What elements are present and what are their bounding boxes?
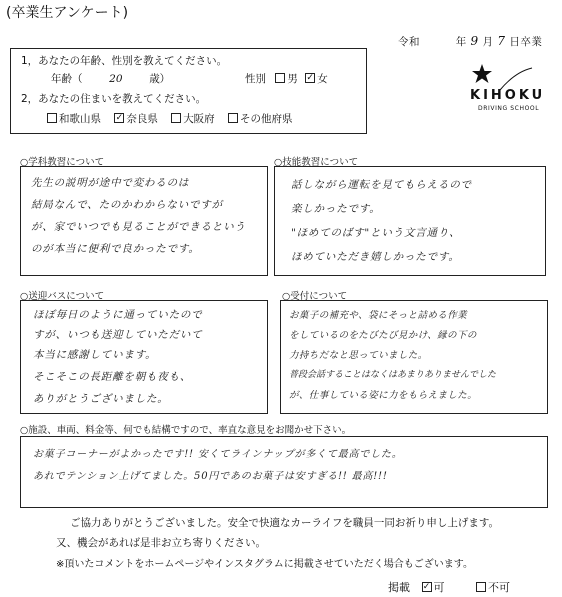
date-day-label: 日卒業 <box>509 36 543 48</box>
reception-comment-box <box>280 300 548 414</box>
reception-line-4: 普段会話することはなくはあまりありませんでした <box>289 370 497 380</box>
date-year-label: 年 <box>455 36 467 48</box>
date-day-value: 7 <box>497 34 506 48</box>
skill-line-1: 話しながら運転を見てもらえるので <box>291 179 472 191</box>
checkbox-osaka[interactable] <box>171 113 181 123</box>
publish-row <box>388 579 510 595</box>
date-month-value: 9 <box>470 34 479 48</box>
skill-line-4: ほめていただき嬉しかったです。 <box>291 251 460 263</box>
academic-line-1: 先生の説明が途中で変わるのは <box>31 177 190 189</box>
reception-heading: ○受付について <box>282 291 348 302</box>
footer-visit: 又、機会があれば是非お立ち寄りください。 <box>56 537 266 549</box>
q1-text: 1，あなたの年齢、性別を教えてください。 <box>21 55 228 67</box>
profile-questions-box <box>10 48 367 134</box>
age-value[interactable]: 20 <box>109 73 123 85</box>
facility-line-1: お菓子コーナーがよかったです!! 安くてラインナップが多くて最高でした。 <box>33 449 403 460</box>
publish-label: 掲載 <box>388 581 410 594</box>
option-nara: 奈良県 <box>126 113 158 125</box>
option-other: その他府県 <box>240 113 293 125</box>
gender-row <box>245 71 328 86</box>
skill-line-3: "ほめてのばす"という文言通り、 <box>291 227 461 239</box>
graduation-date <box>398 34 542 49</box>
date-era: 令和 <box>398 36 420 48</box>
age-row <box>51 71 170 86</box>
logo-subtitle: DRIVING SCHOOL <box>478 105 540 112</box>
gender-label: 性別 <box>245 73 266 85</box>
bus-line-1: ほぼ毎日のように通っていたので <box>33 309 203 321</box>
bus-line-5: ありがとうございました。 <box>33 393 169 405</box>
checkbox-female[interactable]: ✓ <box>306 73 314 83</box>
skill-heading: ○技能教習について <box>274 157 359 168</box>
academic-comment-box <box>20 166 268 276</box>
logo-arc <box>500 68 532 90</box>
star-icon <box>472 64 492 83</box>
academic-line-2: 結局なんで、たのかわからないですが <box>31 199 223 211</box>
reception-line-1: お菓子の補充や、袋にそっと詰める作業 <box>289 310 468 321</box>
option-male: 男 <box>287 73 298 85</box>
academic-heading: ○学科教習について <box>20 157 105 168</box>
footer-thanks: ご協力ありがとうございました。安全で快適なカーライフを職員一同お祈り申し上げます。 <box>70 517 500 529</box>
facility-line-2: あれでテンション上げてました。50円であのお菓子は安すぎる!! 最高!!! <box>33 471 388 482</box>
academic-line-3: が、家でいつでも見ることができるという <box>31 221 246 233</box>
checkbox-publish-yes[interactable]: ✓ <box>422 582 431 592</box>
skill-comment-box <box>274 166 546 276</box>
age-label: 年齢（ <box>51 73 83 85</box>
bus-line-4: そこそこの長距離を朝も夜も、 <box>33 371 192 383</box>
academic-line-4: のが本当に便利で良かったです。 <box>31 243 200 255</box>
page-title: (卒業生アンケート) <box>6 5 129 21</box>
age-unit: 歳） <box>149 73 171 85</box>
checkbox-publish-no[interactable] <box>476 582 486 592</box>
reception-line-2: をしているのをたびたび見かけ、縁の下の <box>289 330 477 341</box>
publish-no: 不可 <box>488 581 510 594</box>
bus-heading: ○送迎バスについて <box>20 291 105 302</box>
logo-name: KIHOKU <box>470 88 546 103</box>
reception-line-5: が、仕事している姿に力をもらえました。 <box>289 390 478 401</box>
skill-line-2: 楽しかったです。 <box>291 203 381 215</box>
checkbox-wakayama[interactable] <box>47 113 57 123</box>
checkbox-nara[interactable]: ✓ <box>115 113 124 123</box>
facility-heading: ○施設、車両、料金等、何でも結構ですので、率直な意見をお聞かせ下さい。 <box>20 425 352 436</box>
checkbox-other[interactable] <box>228 113 238 123</box>
publish-yes: 可 <box>433 581 445 594</box>
bus-line-2: すが、いつも送迎していただいて <box>33 329 203 341</box>
bus-line-3: 本当に感謝しています。 <box>33 349 157 361</box>
reception-line-3: 力持ちだなと思っていました。 <box>289 350 428 361</box>
checkbox-male[interactable] <box>275 73 285 83</box>
option-female: 女 <box>317 73 328 85</box>
footer-notice: ※頂いたコメントをホームページやインスタグラムに掲載させていただく場合もございます。 <box>56 559 473 570</box>
q2-text: 2，あなたの住まいを教えてください。 <box>21 93 207 105</box>
facility-comment-box <box>20 436 548 508</box>
residence-row <box>41 111 293 126</box>
bus-comment-box <box>20 300 268 414</box>
date-month-label: 月 <box>482 36 494 48</box>
option-wakayama: 和歌山県 <box>59 113 101 125</box>
option-osaka: 大阪府 <box>183 113 215 125</box>
